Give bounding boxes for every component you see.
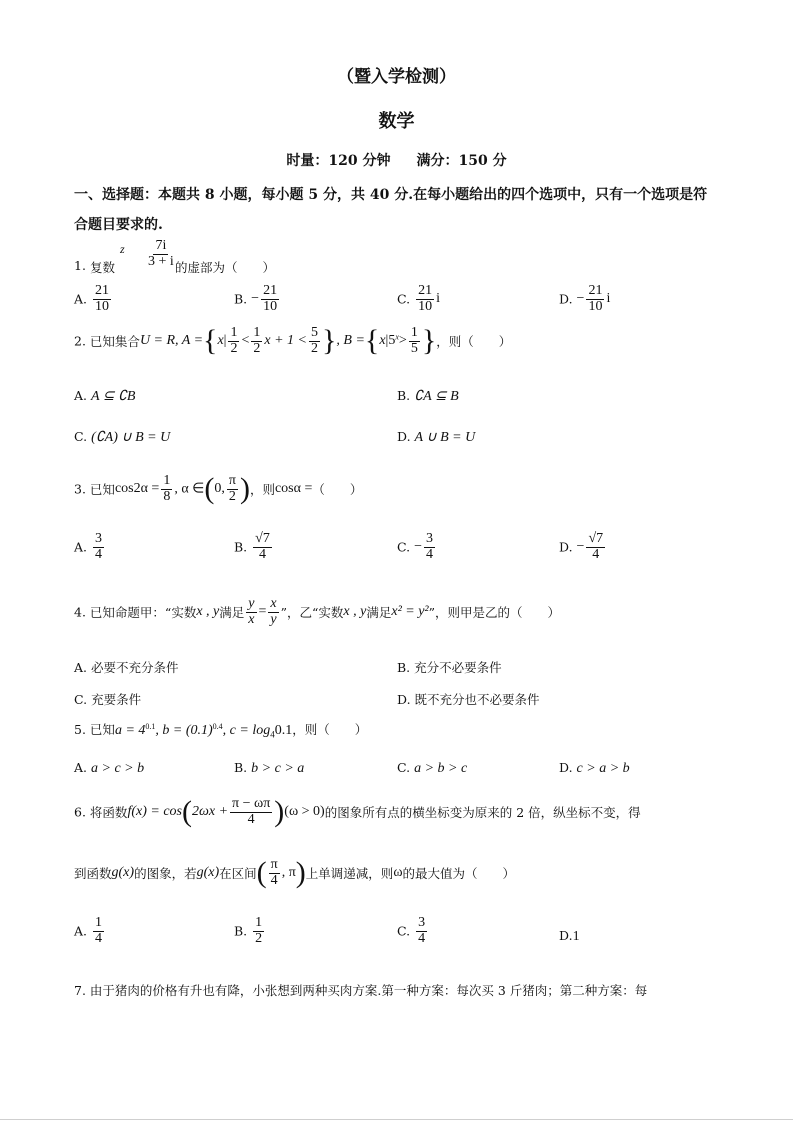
question-2: 2. 已知集合U = R, A ={x| $\frac{1}{2}$ < $\frac{1}{2}$ x + 1 < $\frac{5}{2}$ }, $B =\{x|5^x>$ $\frac{1}{5}$ }，则（ ） bbox=[74, 324, 512, 357]
q5-option-b[interactable]: B. b > c > a bbox=[234, 760, 305, 776]
q1-option-d[interactable]: D. − $\frac{21}{10}$ i bbox=[559, 283, 611, 314]
q6-option-c[interactable]: C. $\frac{3}{4}$ bbox=[397, 915, 426, 946]
q2-option-c[interactable]: C. (∁A) ∪ B = U bbox=[74, 429, 171, 445]
q5-option-d[interactable]: D. c > a > b bbox=[559, 760, 630, 776]
exam-page: （暨入学检测） 数学 时量：120 分钟 满分：150 分 一、选择题：本题共 8 小题，每小题 5 分，共 40 分.在每小题给出的四个选项中，只有一个选项是符合题目要求的. 1. 复数 z $\frac{7i}{3 + i}$ 的虚部为（ ） A. $\frac{21}{10}$ B. − $\frac{21}{10}$ C. $\frac{21}{10}$ i D. − $\frac{21}{10}$ i 2. 已知集合U = R, A ={x| $\frac{1}{2}$ < $\frac{1}{2}$ x + 1 < $\frac{5}{2}$ }, $B =\{x|5^x>$ $\frac{1}{5}$ }，则（ ） A. A ⊆ ∁B B. ∁A ⊆ B C. (∁A) ∪ B = U D. A ∪ B = U 3. 已知cos2α = $\frac{1}{8}$ , α ∈(0, $\frac{\pi}{2}$ )，则cosα =（ ） A. $\frac{3}{4}$ B. $\frac{√7}{4}$ C. − $\frac{3}{4}$ D. − $\frac{√7}{4}$ 4. 已知命题甲：“实数x , y满足 $\frac{y}{x}$ = $\frac{x}{y}$ ”，乙“实数x , y满足x² = y²”，则甲是乙的（ ） A. 必要不充分条件 B. 充分不必要条件 C. 充要条件 D. 既不充分也不必要条件 5. 已知$a = 4^{0.1}$, $b = (0.1)^{0.4}$, $c = \log_40.1$，则（ ） A. a > c > b B. b > c > a C. a > b > c D. c > a > b 6. 将函数f(x) = cos(2ωx + $\frac{\pi - \omega\pi}{4}$ )(ω > 0)的图象所有点的横坐标变为原来的 2 倍，纵坐标不变，得 到函数g(x)的图象，若g(x)在区间( $\frac{\pi}{4}$ , π)上单调递减，则ω的最大值为（ ） A. $\frac{1}{4}$ B. $\frac{1}{2}$ C. $\frac{3}{4}$ D.1 7. 由于猪肉的价格有升也有降，小张想到两种买肉方案.第一种方案：每次买 3 斤猪肉；第二种方案：每 bbox=[0, 0, 793, 1122]
q3-option-d[interactable]: D. − $\frac{√7}{4}$ bbox=[559, 531, 604, 562]
q1-option-b[interactable]: B. − $\frac{21}{10}$ bbox=[234, 283, 278, 314]
q1-options bbox=[74, 284, 724, 324]
q4-option-c[interactable]: C. 充要条件 bbox=[74, 692, 142, 707]
page-bottom-divider bbox=[0, 1119, 793, 1120]
q1-option-c[interactable]: C. $\frac{21}{10}$ i bbox=[397, 283, 440, 314]
q2-set-u: U = R, A = bbox=[139, 333, 204, 348]
question-6: 6. 将函数f(x) = cos(2ωx + $\frac{\pi - \omega\pi}{4}$ )(ω > 0)的图象所有点的横坐标变为原来的 2 倍，纵坐标不变，得 bbox=[74, 795, 641, 828]
q4-option-d[interactable]: D. 既不充分也不必要条件 bbox=[397, 692, 540, 707]
exam-meta bbox=[0, 150, 793, 170]
question-4: 4. 已知命题甲：“实数x , y满足 $\frac{y}{x}$ = $\frac{x}{y}$ ”，乙“实数x , y满足x² = y²”，则甲是乙的（ ） bbox=[74, 596, 561, 627]
q3-option-b[interactable]: B. $\frac{√7}{4}$ bbox=[234, 531, 270, 562]
q2-option-a[interactable]: A. A ⊆ ∁B bbox=[74, 388, 136, 404]
q1-variable: z bbox=[120, 242, 125, 256]
exam-title: （暨入学检测） bbox=[337, 67, 456, 87]
q6-option-b[interactable]: B. $\frac{1}{2}$ bbox=[234, 915, 263, 946]
question-6-line-2: 到函数g(x)的图象，若g(x)在区间( $\frac{\pi}{4}$ , π)上单调递减，则ω的最大值为（ ） bbox=[74, 856, 516, 889]
full-score: 满分：150 分 bbox=[416, 153, 507, 169]
q6-options bbox=[74, 916, 724, 960]
q1-option-a[interactable]: A. $\frac{21}{10}$ bbox=[74, 283, 109, 314]
question-3: 3. 已知cos2α = $\frac{1}{8}$ , α ∈(0, $\frac{\pi}{2}$ )，则cosα =（ ） bbox=[74, 472, 363, 505]
q3-option-a[interactable]: A. $\frac{3}{4}$ bbox=[74, 531, 102, 562]
section-heading: 一、选择题：本题共 8 小题，每小题 5 分，共 40 分.在每小题给出的四个选项中，只有一个选项是符合题目要求的. bbox=[74, 187, 708, 233]
q3-option-c[interactable]: C. − $\frac{3}{4}$ bbox=[397, 531, 433, 562]
q2-option-b[interactable]: B. ∁A ⊆ B bbox=[397, 388, 459, 404]
q1-fraction: $\frac{7i}{3 + i}$ bbox=[148, 238, 174, 269]
q3-options bbox=[74, 532, 724, 576]
q2-option-d[interactable]: D. A ∪ B = U bbox=[397, 429, 476, 445]
question-7: 7. 由于猪肉的价格有升也有降，小张想到两种买肉方案.第一种方案：每次买 3 斤猪肉；第二种方案：每 bbox=[74, 983, 648, 998]
q4-option-b[interactable]: B. 充分不必要条件 bbox=[397, 660, 502, 675]
q4-option-a[interactable]: A. 必要不充分条件 bbox=[74, 660, 179, 675]
question-5: 5. 已知$a = 4^{0.1}$, $b = (0.1)^{0.4}$, $c = \log_40.1$，则（ ） bbox=[74, 721, 368, 740]
time-limit: 时量：120 分钟 bbox=[286, 153, 391, 169]
subject-title: 数学 bbox=[378, 111, 415, 132]
q5-option-c[interactable]: C. a > b > c bbox=[397, 760, 468, 776]
q5-option-a[interactable]: A. a > c > b bbox=[74, 760, 145, 776]
q6-option-d[interactable]: D.1 bbox=[559, 928, 580, 944]
q6-option-a[interactable]: A. $\frac{1}{4}$ bbox=[74, 915, 102, 946]
